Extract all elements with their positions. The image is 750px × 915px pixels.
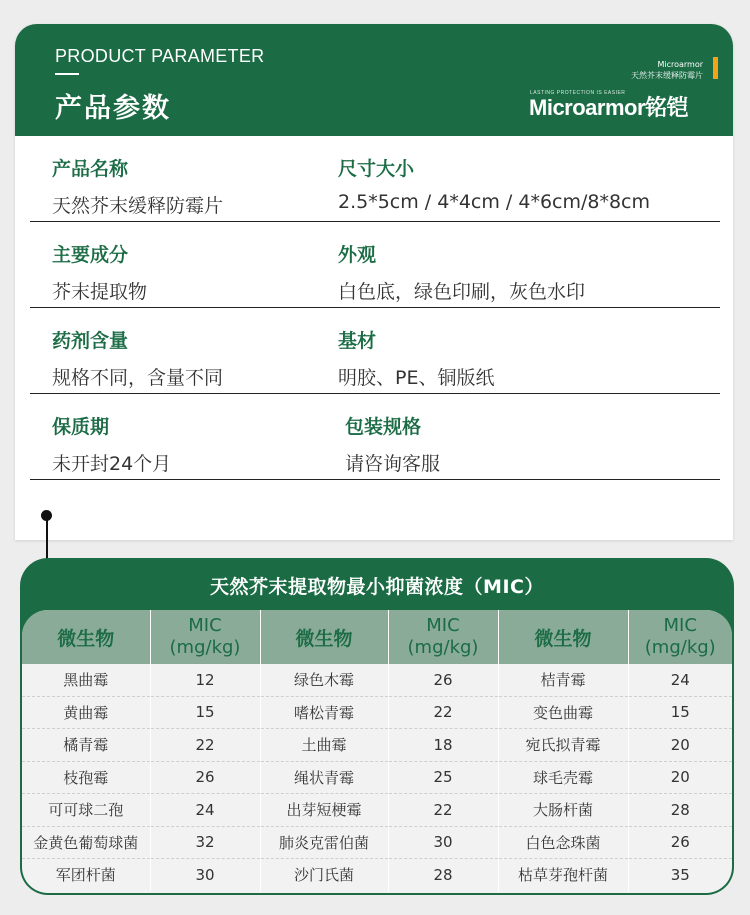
param-label-product-name: 产品名称 [52,158,129,180]
organism-cell: 绿色木霉 [260,664,388,696]
organism-cell: 肺炎克雷伯菌 [260,826,388,859]
mic-value-cell: 30 [388,826,498,859]
mic-table-container [22,610,732,893]
mic-value-cell: 28 [628,794,732,827]
page-title: 产品参数 [55,93,171,124]
mic-value-cell: 20 [628,729,732,762]
mic-value-cell: 24 [628,664,732,696]
organism-cell: 宛氏拟青霉 [498,729,628,762]
title-underline [55,73,79,75]
param-label-shelf-life: 保质期 [52,416,110,438]
param-label-ingredient: 主要成分 [52,244,129,266]
parameter-row [30,136,720,222]
header-mic-line1: MIC [188,615,222,636]
header-mic-line1: MIC [663,615,697,636]
organism-cell: 绳状青霉 [260,761,388,794]
mic-value-cell: 30 [150,859,260,891]
param-label-appearance: 外观 [338,244,377,266]
mic-value-cell: 32 [150,826,260,859]
header-organism: 微生物 [498,610,628,664]
table-row [22,761,732,794]
param-label-content: 药剂含量 [52,330,129,352]
organism-cell: 嗜松青霉 [260,696,388,729]
brand-tagline: LASTING PROTECTION IS EASIER [530,90,626,96]
mic-value-cell: 15 [150,696,260,729]
header-mic-line2: (mg/kg) [169,637,241,658]
mic-value-cell: 22 [388,696,498,729]
organism-cell: 球毛壳霉 [498,761,628,794]
mic-table-title: 天然芥末提取物最小抑菌浓度（MIC） [210,576,544,598]
organism-cell: 黄曲霉 [22,696,150,729]
parameter-header [15,24,733,136]
parameter-row [30,222,720,308]
table-row [22,696,732,729]
mic-value-cell: 25 [388,761,498,794]
param-label-size: 尺寸大小 [338,158,415,180]
param-value-shelf-life: 未开封24个月 [52,453,172,475]
organism-cell: 变色曲霉 [498,696,628,729]
brand-label [631,59,703,81]
organism-cell: 橘青霉 [22,729,150,762]
organism-cell: 金黄色葡萄球菌 [22,826,150,859]
mic-value-cell: 18 [388,729,498,762]
mic-value-cell: 24 [150,794,260,827]
brand-name: Microarmor [657,60,703,69]
mic-value-cell: 22 [388,794,498,827]
parameter-row [30,394,720,480]
mic-table-body [22,664,732,891]
organism-cell: 枯草芽孢杆菌 [498,859,628,891]
header-mic-line2: (mg/kg) [407,637,479,658]
param-value-appearance: 白色底，绿色印刷，灰色水印 [338,281,586,303]
mic-value-cell: 20 [628,761,732,794]
product-parameter-card [15,24,733,540]
mic-value-cell: 28 [388,859,498,891]
param-value-content: 规格不同，含量不同 [52,367,224,389]
header-mic [388,610,498,664]
param-value-ingredient: 芥末提取物 [52,281,148,303]
organism-cell: 大肠杆菌 [498,794,628,827]
organism-cell: 桔青霉 [498,664,628,696]
organism-cell: 白色念珠菌 [498,826,628,859]
mic-value-cell: 15 [628,696,732,729]
table-row [22,794,732,827]
param-value-material: 明胶、PE、铜版纸 [338,367,495,389]
header-mic [628,610,732,664]
brand-product-name: 天然芥末缓释防霉片 [631,71,703,80]
table-row [22,664,732,696]
mic-value-cell: 26 [628,826,732,859]
organism-cell: 沙门氏菌 [260,859,388,891]
header-mic-line2: (mg/kg) [644,637,716,658]
organism-cell: 黑曲霉 [22,664,150,696]
organism-cell: 出芽短梗霉 [260,794,388,827]
organism-cell: 军团杆菌 [22,859,150,891]
mic-value-cell: 12 [150,664,260,696]
organism-cell: 土曲霉 [260,729,388,762]
header-organism: 微生物 [22,610,150,664]
param-label-material: 基材 [338,330,377,352]
header-mic [150,610,260,664]
param-label-packaging: 包装规格 [345,416,422,438]
mic-value-cell: 22 [150,729,260,762]
mic-table [22,610,732,891]
param-value-product-name: 天然芥末缓释防霉片 [52,195,224,217]
mic-value-cell: 26 [150,761,260,794]
table-row [22,826,732,859]
english-title: PRODUCT PARAMETER [55,46,265,66]
mic-card [20,558,734,895]
table-row [22,729,732,762]
mic-value-cell: 35 [670,865,690,884]
param-value-packaging: 请咨询客服 [345,453,441,475]
table-row [22,859,732,891]
param-value-size: 2.5*5cm / 4*4cm / 4*6cm/8*8cm [338,191,651,213]
parameter-list [30,136,720,480]
brand-logo: Microarmor铭铠 [529,95,689,120]
organism-cell: 枝孢霉 [22,761,150,794]
parameter-row [30,308,720,394]
header-organism: 微生物 [260,610,388,664]
header-mic-line1: MIC [426,615,460,636]
table-header-row [22,610,732,664]
brand-accent-bar [713,57,718,79]
mic-value-cell: 26 [388,664,498,696]
organism-cell: 可可球二孢 [22,794,150,827]
